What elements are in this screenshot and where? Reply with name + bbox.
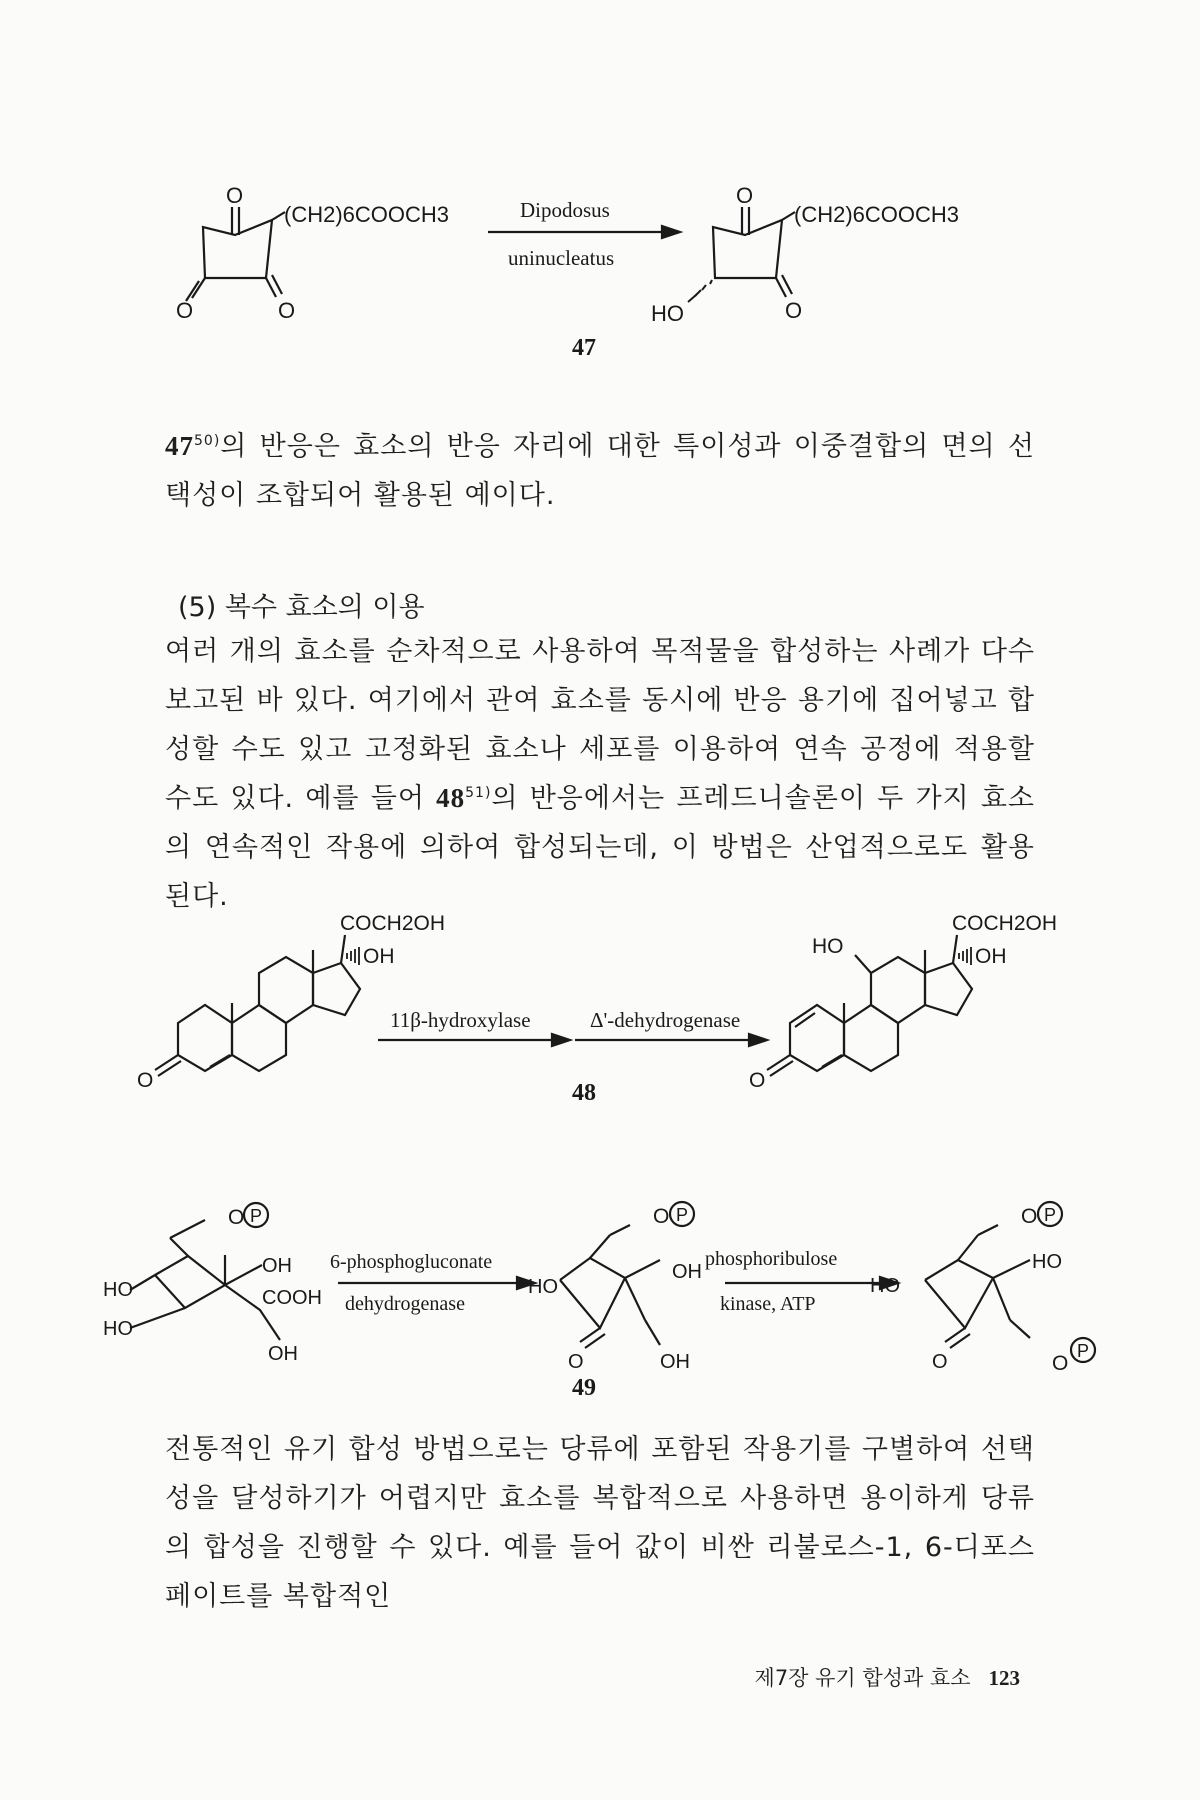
hydroxyl-label: HO bbox=[812, 935, 844, 958]
section-heading: (5) 복수 효소의 이용 bbox=[178, 592, 425, 623]
page-number: 123 bbox=[988, 1666, 1020, 1690]
page-footer bbox=[700, 1662, 1020, 1692]
oxygen-label: O bbox=[653, 1205, 670, 1228]
enzyme-name: phosphoribulose bbox=[705, 1248, 838, 1270]
side-chain-label: COCH2OH bbox=[952, 912, 1058, 935]
hydroxyl-label: HO bbox=[103, 1318, 133, 1340]
hydroxyl-label: OH bbox=[975, 945, 1007, 968]
oxygen-label: O bbox=[1052, 1352, 1069, 1375]
oxygen-label: O bbox=[785, 298, 803, 323]
hydroxyl-label: OH bbox=[672, 1261, 702, 1283]
citation: 50) bbox=[194, 433, 221, 449]
oxygen-label: O bbox=[1021, 1205, 1038, 1228]
oxygen-label: O bbox=[736, 183, 754, 208]
enzyme-name: Dipodosus bbox=[520, 198, 610, 222]
paragraph-text: 의 반응은 효소의 반응 자리에 대한 특이성과 이중결합의 면의 선택성이 조합되어 활용된 예이다. bbox=[165, 431, 1035, 511]
citation: 51) bbox=[465, 785, 492, 801]
compound-ref: 47 bbox=[165, 431, 194, 461]
hydroxyl-label: HO bbox=[103, 1279, 133, 1301]
phosphate-icon: P bbox=[1077, 1341, 1090, 1361]
enzyme-name: kinase, ATP bbox=[720, 1293, 816, 1315]
compound-number-47: 47 bbox=[572, 335, 596, 361]
reaction-48-scheme bbox=[0, 905, 1200, 1115]
oxygen-label: O bbox=[568, 1351, 584, 1373]
compound-ref: 48 bbox=[436, 783, 466, 813]
compound-number-48: 48 bbox=[572, 1080, 596, 1106]
enzyme-name: Δ'-dehydrogenase bbox=[590, 1008, 741, 1032]
hydroxyl-label: HO bbox=[1032, 1251, 1062, 1273]
hydroxyl-label: HO bbox=[870, 1275, 900, 1297]
hydroxyl-label: HO bbox=[528, 1276, 558, 1298]
enzyme-name: 6-phosphogluconate bbox=[330, 1251, 493, 1273]
oxygen-label: O bbox=[278, 298, 296, 323]
enzyme-name: dehydrogenase bbox=[345, 1293, 465, 1315]
hydroxyl-label: OH bbox=[363, 945, 395, 968]
paragraph-1 bbox=[165, 422, 1035, 520]
paragraph-text: 의 반응에서는 프레드니솔론이 두 가지 효소의 연속적인 작용에 의하여 합성되는데, 이 방법은 산업적으로도 활용된다. bbox=[165, 783, 1035, 912]
paragraph-2 bbox=[165, 627, 1035, 921]
hydroxyl-label: OH bbox=[660, 1351, 690, 1373]
hydroxyl-label: OH bbox=[268, 1343, 298, 1365]
oxygen-label: O bbox=[176, 298, 194, 323]
enzyme-name: 11β-hydroxylase bbox=[390, 1008, 531, 1032]
side-chain-label: COCH2OH bbox=[340, 912, 446, 935]
enzyme-name: uninucleatus bbox=[508, 246, 615, 270]
oxygen-label: O bbox=[226, 183, 244, 208]
paragraph-3: 전통적인 유기 합성 방법으로는 당류에 포함된 작용기를 구별하여 선택성을 달성하기가 어렵지만 효소를 복합적으로 사용하면 용이하게 당류의 합성을 진행할 수 있다. 예를 들어 값이 비싼 리불로스-1, 6-디포스페이트를 복합적인 bbox=[165, 1434, 1035, 1612]
phosphate-icon: P bbox=[250, 1206, 263, 1226]
oxygen-label: O bbox=[749, 1069, 766, 1092]
product-side-chain: (CH2)6COOCH3 bbox=[794, 202, 960, 227]
phosphate-icon: P bbox=[676, 1205, 689, 1225]
chapter-title: 제7장 유기 합성과 효소 bbox=[754, 1666, 971, 1690]
oxygen-label: O bbox=[932, 1351, 948, 1373]
reaction-49-scheme bbox=[0, 1180, 1200, 1410]
hydroxyl-label: OH bbox=[262, 1255, 292, 1277]
hydroxyl-label: HO bbox=[651, 301, 684, 326]
reaction-47-scheme bbox=[0, 0, 1200, 370]
carboxyl-label: COOH bbox=[262, 1287, 322, 1309]
substrate-side-chain: (CH2)6COOCH3 bbox=[284, 202, 450, 227]
oxygen-label: O bbox=[137, 1069, 154, 1092]
phosphate-icon: P bbox=[1044, 1205, 1057, 1225]
oxygen-label: O bbox=[228, 1206, 245, 1229]
compound-number-49: 49 bbox=[572, 1375, 596, 1401]
paragraph-text: 여러 개의 효소를 순차적으로 사용하여 목적물을 합성하는 사례가 다수 보고된 바 있다. 여기에서 관여 효소를 동시에 반응 용기에 집어넣고 합성할 수도 있고 고정화된 효소나 세포를 이용하여 연속 공정에 적용할 수도 있다. 예를 들어 bbox=[165, 636, 1035, 814]
